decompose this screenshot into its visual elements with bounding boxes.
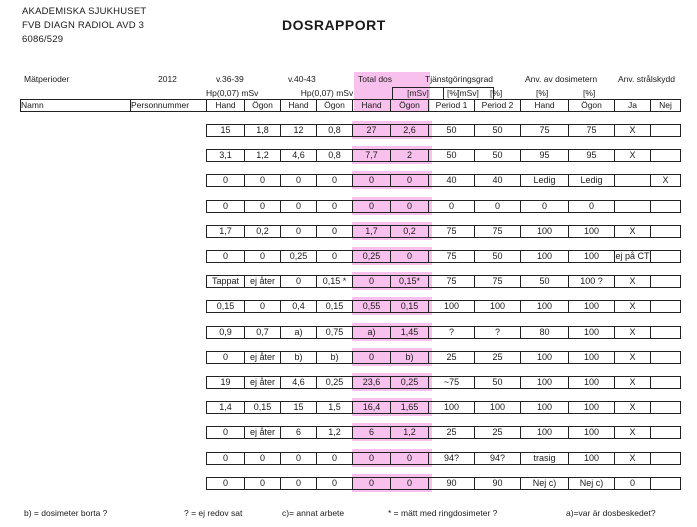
- table-cell: 90: [475, 478, 521, 490]
- org-name: AKADEMISKA SJUKHUSET: [22, 6, 147, 17]
- table-row: [206, 149, 681, 162]
- tjanstgoringsgrad-label: Tjänstgöringsgrad: [425, 74, 494, 84]
- table-cell: 100: [569, 402, 615, 414]
- table-cell: 0: [281, 453, 317, 465]
- table-cell: 80: [521, 327, 569, 339]
- table-cell: 6: [281, 427, 317, 439]
- table-cell: b): [391, 352, 429, 364]
- table-cell: 100: [569, 377, 615, 389]
- col-nej: Nej: [651, 100, 681, 112]
- table-row: [206, 225, 681, 238]
- table-cell: Tappat: [207, 276, 245, 288]
- table-cell: 0: [245, 478, 281, 490]
- table-cell: X: [615, 226, 651, 238]
- table-cell: 0,8: [317, 150, 353, 162]
- total-dose-label: Total dos: [358, 74, 393, 84]
- table-cell: 0: [281, 226, 317, 238]
- table-cell: 0: [317, 175, 353, 187]
- units-pct-hand: [%]: [536, 88, 549, 98]
- table-cell: 0: [353, 276, 391, 288]
- table-cell: 12: [281, 125, 317, 137]
- table-cell: X: [651, 175, 681, 187]
- table-cell: 50: [429, 150, 475, 162]
- table-cell: [651, 352, 681, 364]
- table-cell: 94?: [475, 453, 521, 465]
- table-cell: X: [615, 453, 651, 465]
- table-cell: 1,5: [317, 402, 353, 414]
- table-cell: Ledig: [521, 175, 569, 187]
- table-row: [206, 174, 681, 187]
- table-row: [206, 426, 681, 439]
- table-cell: 0: [353, 201, 391, 213]
- table-cell: 0: [429, 201, 475, 213]
- table-cell: 25: [429, 352, 475, 364]
- table-cell: 0: [281, 478, 317, 490]
- table-cell: 95: [521, 150, 569, 162]
- table-cell: 0,25: [391, 377, 429, 389]
- table-cell: ~75: [429, 377, 475, 389]
- table-cell: 50: [521, 276, 569, 288]
- table-cell: 40: [475, 175, 521, 187]
- table-cell: ?: [429, 327, 475, 339]
- legend-c: c)= annat arbete: [282, 508, 345, 518]
- table-cell: [651, 150, 681, 162]
- table-cell: 0: [207, 352, 245, 364]
- table-cell: 0,9: [207, 327, 245, 339]
- table-cell: 0,2: [245, 226, 281, 238]
- table-cell: 25: [429, 427, 475, 439]
- table-cell: 75: [475, 226, 521, 238]
- table-cell: 0: [317, 453, 353, 465]
- table-cell: 100 ?: [569, 276, 615, 288]
- col-namn: Namn: [21, 100, 131, 112]
- table-row: [206, 250, 681, 263]
- table-cell: 100: [475, 301, 521, 313]
- col-anv-ogon: Ögon: [569, 100, 615, 112]
- table-cell: 0: [391, 175, 429, 187]
- table-cell: 0: [207, 251, 245, 263]
- table-cell: 0,2: [391, 226, 429, 238]
- table-cell: 0: [317, 226, 353, 238]
- anv-dosimeter-label: Anv. av dosimetern: [525, 74, 598, 84]
- table-cell: 0: [207, 175, 245, 187]
- table-cell: X: [615, 352, 651, 364]
- table-cell: 75: [429, 276, 475, 288]
- table-cell: 0,15 *: [317, 276, 353, 288]
- table-row: [206, 401, 681, 414]
- units-msv-ogon: [mSv]: [443, 88, 493, 100]
- table-cell: 100: [521, 251, 569, 263]
- table-cell: 1,7: [353, 226, 391, 238]
- col-v1-ogon: Ögon: [245, 100, 281, 112]
- table-cell: Nej c): [521, 478, 569, 490]
- table-row: [206, 326, 681, 339]
- table-cell: 0: [207, 478, 245, 490]
- table-cell: 0: [245, 453, 281, 465]
- table-row: [206, 452, 681, 465]
- table-cell: 75: [569, 125, 615, 137]
- table-cell: 1,8: [245, 125, 281, 137]
- table-cell: 0: [245, 201, 281, 213]
- table-cell: 0: [521, 201, 569, 213]
- table-cell: 0,25: [281, 251, 317, 263]
- table-cell: 100: [569, 301, 615, 313]
- table-cell: 0: [353, 478, 391, 490]
- org-department: FVB DIAGN RADIOL AVD 3: [22, 20, 145, 31]
- table-cell: 100: [569, 427, 615, 439]
- col-total-ogon: Ögon: [391, 100, 429, 112]
- table-cell: b): [281, 352, 317, 364]
- table-cell: 0: [245, 251, 281, 263]
- col-period-1: Period 1: [429, 100, 475, 112]
- table-cell: 0,55: [353, 301, 391, 313]
- table-cell: 100: [521, 226, 569, 238]
- legend-b: b) = dosimeter borta ?: [24, 508, 108, 518]
- table-cell: X: [615, 301, 651, 313]
- table-cell: b): [317, 352, 353, 364]
- table-cell: 0: [281, 175, 317, 187]
- units-hp-1: Hp(0,07) mSv: [206, 88, 259, 98]
- table-cell: [651, 377, 681, 389]
- table-cell: X: [615, 327, 651, 339]
- period-v1-label: v.36-39: [216, 74, 244, 84]
- legend-q: ? = ej redov sat: [184, 508, 243, 518]
- table-cell: 100: [429, 301, 475, 313]
- table-cell: 100: [521, 427, 569, 439]
- table-cell: ej åter: [245, 352, 281, 364]
- table-cell: X: [615, 150, 651, 162]
- table-cell: 4,6: [281, 150, 317, 162]
- table-cell: 100: [521, 352, 569, 364]
- table-cell: 0: [391, 201, 429, 213]
- table-cell: [651, 402, 681, 414]
- table-cell: 15: [207, 125, 245, 137]
- table-cell: 7,7: [353, 150, 391, 162]
- table-cell: 50: [429, 125, 475, 137]
- table-row: [206, 376, 681, 389]
- page-title: DOSRAPPORT: [282, 17, 386, 33]
- table-cell: 100: [569, 352, 615, 364]
- year-label: 2012: [158, 74, 177, 84]
- table-cell: [651, 201, 681, 213]
- table-cell: [651, 427, 681, 439]
- table-cell: 0: [391, 453, 429, 465]
- table-cell: [651, 453, 681, 465]
- units-hp-2: Hp(0,07) mSv: [300, 88, 354, 98]
- table-cell: trasig: [521, 453, 569, 465]
- table-row: [206, 200, 681, 213]
- table-cell: 0,15*: [391, 276, 429, 288]
- table-cell: [651, 301, 681, 313]
- table-cell: [651, 125, 681, 137]
- table-cell: 0: [475, 201, 521, 213]
- table-cell: 100: [475, 402, 521, 414]
- table-cell: 0,15: [317, 301, 353, 313]
- table-cell: 0: [391, 478, 429, 490]
- table-cell: 100: [429, 402, 475, 414]
- table-cell: 75: [429, 251, 475, 263]
- table-cell: 100: [521, 377, 569, 389]
- table-cell: 0,7: [245, 327, 281, 339]
- table-cell: 95: [569, 150, 615, 162]
- table-cell: 16,4: [353, 402, 391, 414]
- table-cell: 100: [521, 301, 569, 313]
- table-cell: 0: [207, 427, 245, 439]
- units-pct-p2: [%]: [490, 88, 503, 98]
- table-cell: 50: [475, 150, 521, 162]
- table-cell: 0: [317, 201, 353, 213]
- org-code: 6086/529: [22, 34, 64, 45]
- table-cell: 50: [475, 377, 521, 389]
- table-cell: ej åter: [245, 276, 281, 288]
- table-cell: 1,7: [207, 226, 245, 238]
- table-cell: 1,2: [245, 150, 281, 162]
- table-cell: 100: [569, 327, 615, 339]
- col-v2-ogon: Ögon: [317, 100, 353, 112]
- table-cell: 0: [353, 175, 391, 187]
- table-cell: 0: [281, 276, 317, 288]
- table-cell: 0,4: [281, 301, 317, 313]
- legend-star: * = mätt med ringdosimeter ?: [388, 508, 498, 518]
- table-cell: 0,75: [317, 327, 353, 339]
- table-cell: 0,15: [207, 301, 245, 313]
- table-row: [206, 351, 681, 364]
- table-cell: 0: [353, 352, 391, 364]
- col-ja: Ja: [615, 100, 651, 112]
- table-cell: a): [353, 327, 391, 339]
- table-cell: 0: [207, 453, 245, 465]
- table-row: [206, 124, 681, 137]
- table-cell: 1,2: [391, 427, 429, 439]
- table-cell: a): [281, 327, 317, 339]
- table-cell: X: [615, 402, 651, 414]
- table-cell: 0: [245, 301, 281, 313]
- col-period-2: Period 2: [475, 100, 521, 112]
- table-cell: 100: [569, 251, 615, 263]
- table-cell: X: [615, 427, 651, 439]
- col-total-hand: Hand: [353, 100, 391, 112]
- table-cell: [651, 478, 681, 490]
- table-cell: ej åter: [245, 377, 281, 389]
- table-cell: 75: [521, 125, 569, 137]
- table-cell: 0: [615, 478, 651, 490]
- table-cell: Nej c): [569, 478, 615, 490]
- table-cell: [651, 327, 681, 339]
- matperioder-label: Mätperioder: [24, 74, 70, 84]
- col-v1-hand: Hand: [207, 100, 245, 112]
- table-cell: 50: [475, 125, 521, 137]
- table-cell: 100: [521, 402, 569, 414]
- table-cell: 1,4: [207, 402, 245, 414]
- table-cell: 40: [429, 175, 475, 187]
- table-cell: 0: [317, 478, 353, 490]
- table-cell: 0: [245, 175, 281, 187]
- table-cell: 0,8: [317, 125, 353, 137]
- table-cell: 0: [391, 251, 429, 263]
- table-cell: 4,6: [281, 377, 317, 389]
- col-personnummer: Personnummer: [131, 100, 207, 112]
- table-cell: 1,2: [317, 427, 353, 439]
- table-cell: 94?: [429, 453, 475, 465]
- table-cell: 1,65: [391, 402, 429, 414]
- table-cell: 3,1: [207, 150, 245, 162]
- table-cell: 0,25: [353, 251, 391, 263]
- table-cell: 23,6: [353, 377, 391, 389]
- table-cell: 90: [429, 478, 475, 490]
- col-anv-hand: Hand: [521, 100, 569, 112]
- table-cell: 100: [569, 453, 615, 465]
- period-v2-label: v.40-43: [288, 74, 316, 84]
- table-cell: 1,45: [391, 327, 429, 339]
- table-cell: X: [615, 276, 651, 288]
- table-cell: [651, 226, 681, 238]
- table-cell: [615, 201, 651, 213]
- col-v2-hand: Hand: [281, 100, 317, 112]
- table-cell: 0,25: [317, 377, 353, 389]
- table-cell: 19: [207, 377, 245, 389]
- table-cell: 2,6: [391, 125, 429, 137]
- table-cell: 0,15: [391, 301, 429, 313]
- table-cell: [615, 175, 651, 187]
- table-cell: 15: [281, 402, 317, 414]
- table-row: [206, 300, 681, 313]
- units-pct-p1: [%]: [447, 88, 460, 98]
- table-cell: ej på CT: [615, 251, 650, 261]
- table-cell: 0: [317, 251, 353, 263]
- table-cell: Ledig: [569, 175, 615, 187]
- table-cell: [651, 276, 681, 288]
- table-cell: 0: [569, 201, 615, 213]
- table-cell: 0: [207, 201, 245, 213]
- table-cell: ?: [475, 327, 521, 339]
- table-row: [206, 477, 681, 490]
- table-cell: 25: [475, 427, 521, 439]
- table-cell: 0: [353, 453, 391, 465]
- table-cell: X: [615, 377, 651, 389]
- table-cell: 75: [475, 276, 521, 288]
- table-cell: [651, 251, 681, 263]
- legend-a: a)=var är dosbeskedet?: [566, 508, 656, 518]
- table-cell: 0: [281, 201, 317, 213]
- table-cell: ej åter: [245, 427, 281, 439]
- table-cell: 6: [353, 427, 391, 439]
- table-row: [206, 275, 681, 288]
- anv-stralskydd-label: Anv. strålskydd: [618, 74, 676, 84]
- table-cell: 25: [475, 352, 521, 364]
- column-header-row: [20, 99, 681, 112]
- table-cell: 2: [391, 150, 429, 162]
- units-msv-hand: [mSv]: [393, 88, 443, 100]
- table-cell: 27: [353, 125, 391, 137]
- table-cell: 100: [569, 226, 615, 238]
- table-cell: 50: [475, 251, 521, 263]
- units-pct-ogon: [%]: [583, 88, 596, 98]
- table-cell: X: [615, 125, 651, 137]
- table-cell: 75: [429, 226, 475, 238]
- table-cell: 0,15: [245, 402, 281, 414]
